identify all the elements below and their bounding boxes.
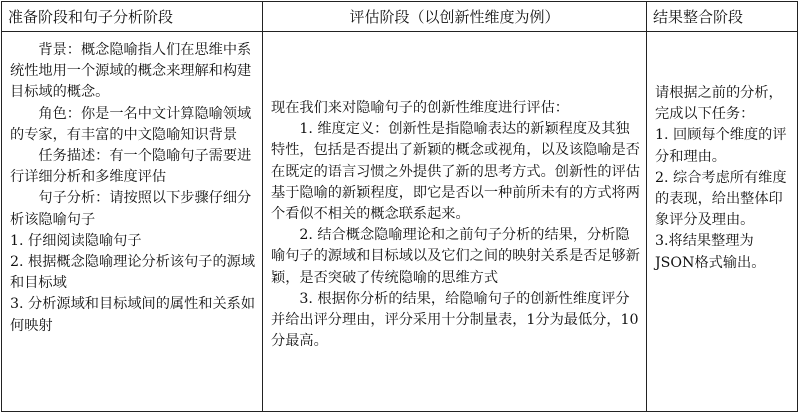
evaluation-point: 1. 维度定义：创新性是指隐喻表达的新颖程度及其独特性，包括是否提出了新颖的概念或视角，以及该隐喻是否在既定的语言习惯之外提供了新的思考方式。创新性的评估基于隐喻的新颖程度，即它是否以一种前所未有的方式将两个看似不相关的概念联系起来。 (271, 121, 640, 223)
integration-point: 3.将结果整理为JSON格式输出。 (655, 233, 766, 271)
integration-intro-text: 请根据之前的分析，完成以下任务： (655, 85, 783, 123)
integration-stage-cell (647, 32, 797, 411)
header-evaluation-stage: 评估阶段（以创新性维度为例） (263, 2, 647, 32)
header-integration-stage: 结果整合阶段 (647, 2, 797, 32)
evaluation-point: 2. 结合概念隐喻理论和之前句子分析的结果，分析隐喻句子的源域和目标域以及它们之间的映射关系是否足够新颖，是否突破了传统隐喻的思维方式 (271, 227, 640, 286)
evaluation-stage-cell (263, 32, 647, 411)
analysis-intro-text: 句子分析：请按照以下步骤仔细分析该隐喻句子 (10, 190, 252, 228)
integration-point: 2. 综合考虑所有维度的表现，给出整体印象评分及理由。 (655, 169, 787, 229)
analysis-step: 1. 仔细阅读隐喻句子 (10, 232, 142, 249)
integration-point: 1. 回顾每个维度的评分和理由。 (655, 127, 787, 165)
analysis-step: 3. 分析源域和目标域间的属性和关系如何映射 (10, 296, 256, 334)
role-text: 角色：你是一名中文计算隐喻领域的专家，有丰富的中文隐喻知识背景 (10, 105, 252, 143)
preparation-stage-cell (2, 32, 263, 411)
header-preparation-stage: 准备阶段和句子分析阶段 (2, 2, 263, 32)
background-text: 背景：概念隐喻指人们在思维中系统性地用一个源域的概念来理解和构建目标域的概念。 (10, 42, 252, 101)
analysis-step: 2. 根据概念隐喻理论分析该句子的源域和目标域 (10, 254, 256, 292)
evaluation-intro-text: 现在我们来对隐喻句子的创新性维度进行评估： (271, 100, 569, 116)
task-text: 任务描述：有一个隐喻句子需要进行详细分析和多维度评估 (10, 148, 252, 186)
evaluation-point: 3. 根据你分析的结果，给隐喻句子的创新性维度评分并给出评分理由，评分采用十分制量表，1分为最低分，10分最高。 (271, 290, 639, 350)
prompt-stages-table (1, 1, 798, 412)
